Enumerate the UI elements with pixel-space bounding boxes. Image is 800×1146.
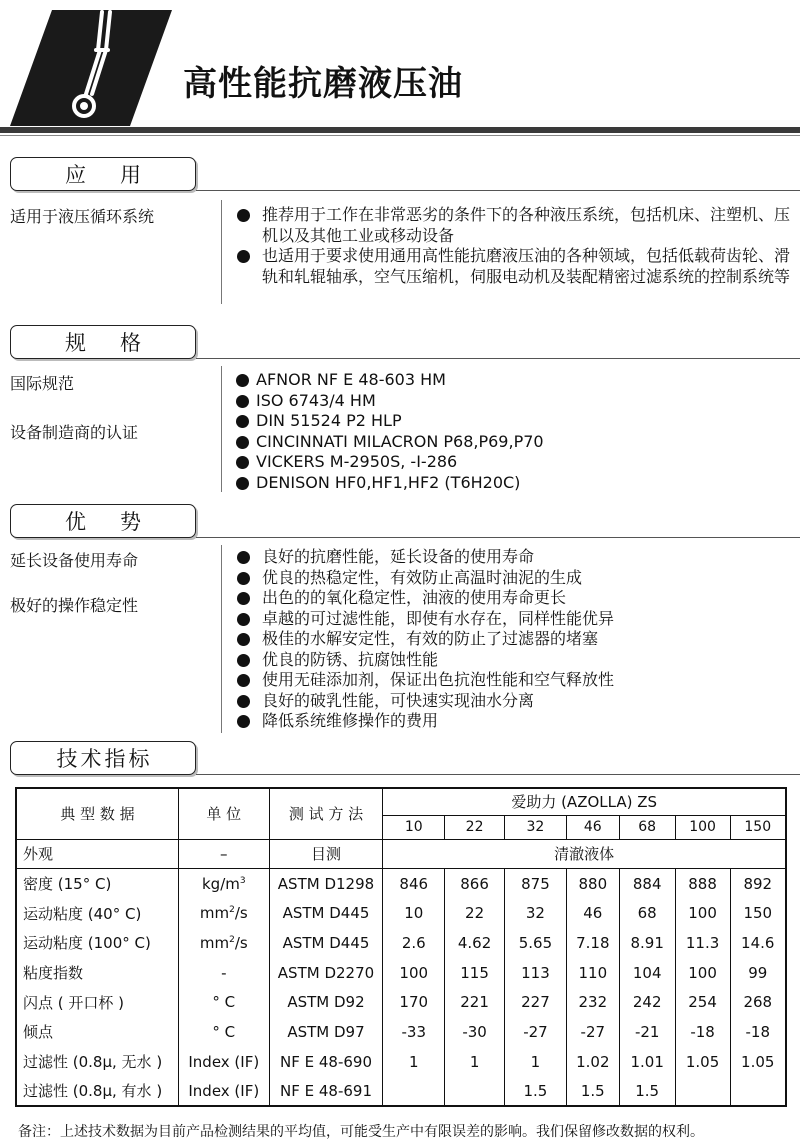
value-cell xyxy=(675,1077,730,1107)
unit-cell: ° C xyxy=(178,987,269,1017)
intl-spec-label: 国际规范 xyxy=(10,374,75,393)
value-cell: 892 xyxy=(730,869,786,899)
list-item: AFNOR NF E 48-603 HM xyxy=(235,370,791,391)
advantage-bullets xyxy=(235,547,791,732)
grade-header: 22 xyxy=(445,815,505,839)
section-divider xyxy=(196,358,800,359)
unit-cell: - xyxy=(178,958,269,988)
value-cell: 32 xyxy=(505,898,567,928)
unit-cell: – xyxy=(178,839,269,869)
value-cell: 100 xyxy=(675,958,730,988)
value-cell: 4.62 xyxy=(445,928,505,958)
list-item: 推荐用于工作在非常恶劣的条件下的各种液压系统，包括机床、注塑机、压机以及其他工业或移动设备 xyxy=(235,205,791,246)
grade-header: 150 xyxy=(730,815,786,839)
advantage-life-label: 延长设备使用寿命 xyxy=(10,551,139,570)
value-cell: 1.05 xyxy=(675,1047,730,1077)
footnote: 备注：上述技术数据为目前产品检测结果的平均值，可能受生产中有限误差的影响。我们保留修改数据的权利。 xyxy=(18,1124,704,1140)
value-cell xyxy=(383,1077,445,1107)
value-cell: 10 xyxy=(383,898,445,928)
unit-cell: $mm^2/s$ xyxy=(178,898,269,928)
value-cell: 1 xyxy=(383,1047,445,1077)
table-row xyxy=(16,1047,786,1077)
value-cell: 110 xyxy=(566,958,619,988)
oem-approval-label: 设备制造商的认证 xyxy=(10,423,139,442)
value-cell: 7.18 xyxy=(566,928,619,958)
unit-cell: ° C xyxy=(178,1017,269,1047)
table-row xyxy=(16,958,786,988)
value-cell: 1 xyxy=(505,1047,567,1077)
table-row xyxy=(16,869,786,899)
value-cell: 5.65 xyxy=(505,928,567,958)
column-divider xyxy=(221,545,222,733)
section-heading-advantages: 优势 xyxy=(10,504,196,538)
section-heading-application: 应用 xyxy=(10,157,196,191)
product-header: 爱助力 (AZOLLA) ZS xyxy=(383,788,786,815)
value-cell: 115 xyxy=(445,958,505,988)
list-item: 卓越的可过滤性能，即使有水存在，同样性能优异 xyxy=(235,609,791,630)
value-cell: 100 xyxy=(675,898,730,928)
section-divider xyxy=(196,774,800,775)
list-item: 出色的的氧化稳定性，油液的使用寿命更长 xyxy=(235,588,791,609)
value-cell: 11.3 xyxy=(675,928,730,958)
table-row xyxy=(16,1017,786,1047)
value-cell: 232 xyxy=(566,987,619,1017)
value-cell: -33 xyxy=(383,1017,445,1047)
method-cell: ASTM D2270 xyxy=(269,958,383,988)
value-cell: 170 xyxy=(383,987,445,1017)
value-cell: 1.5 xyxy=(619,1077,675,1107)
col-header-unit: 单 位 xyxy=(178,788,269,839)
value-cell: 1.01 xyxy=(619,1047,675,1077)
method-cell: ASTM D445 xyxy=(269,928,383,958)
value-cell: 254 xyxy=(675,987,730,1017)
method-cell: ASTM D97 xyxy=(269,1017,383,1047)
table-row xyxy=(16,839,786,869)
method-cell: ASTM D1298 xyxy=(269,869,383,899)
list-item: 优良的防锈、抗腐蚀性能 xyxy=(235,650,791,671)
list-item: ISO 6743/4 HM xyxy=(235,391,791,412)
property-name: 倾点 xyxy=(16,1017,178,1047)
application-bullets xyxy=(235,205,791,287)
page-title: 高性能抗磨液压油 xyxy=(183,64,463,104)
value-cell: -30 xyxy=(445,1017,505,1047)
list-item: 降低系统维修操作的费用 xyxy=(235,711,791,732)
grade-header: 68 xyxy=(619,815,675,839)
unit-cell: Index (IF) xyxy=(178,1047,269,1077)
value-cell: 875 xyxy=(505,869,567,899)
table-row xyxy=(16,898,786,928)
value-cell: 242 xyxy=(619,987,675,1017)
value-cell: 268 xyxy=(730,987,786,1017)
grade-header: 46 xyxy=(566,815,619,839)
method-cell: ASTM D92 xyxy=(269,987,383,1017)
value-cell xyxy=(445,1077,505,1107)
grade-header: 32 xyxy=(505,815,567,839)
list-item: 良好的破乳性能，可快速实现油水分离 xyxy=(235,691,791,712)
value-cell: 8.91 xyxy=(619,928,675,958)
value-cell: 99 xyxy=(730,958,786,988)
value-cell: -18 xyxy=(675,1017,730,1047)
list-item: DIN 51524 P2 HLP xyxy=(235,411,791,432)
property-name: 过滤性 (0.8μ, 无水 ) xyxy=(16,1047,178,1077)
column-divider xyxy=(221,366,222,492)
section-divider xyxy=(196,190,800,191)
value-cell: 866 xyxy=(445,869,505,899)
method-cell: NF E 48-690 xyxy=(269,1047,383,1077)
value-cell: -18 xyxy=(730,1017,786,1047)
value-cell: 100 xyxy=(383,958,445,988)
spec-bullets xyxy=(235,370,791,493)
property-name: 粘度指数 xyxy=(16,958,178,988)
table-row xyxy=(16,987,786,1017)
value-cell: -27 xyxy=(505,1017,567,1047)
value-cell: 888 xyxy=(675,869,730,899)
unit-cell: $mm^2/s$ xyxy=(178,928,269,958)
tech-data-table xyxy=(15,787,787,1107)
advantage-stability-label: 极好的操作稳定性 xyxy=(10,596,139,615)
value-cell: 150 xyxy=(730,898,786,928)
value-cell xyxy=(730,1077,786,1107)
section-heading-specs: 规格 xyxy=(10,325,196,359)
value-cell: 880 xyxy=(566,869,619,899)
value-cell: 846 xyxy=(383,869,445,899)
value-cell: 104 xyxy=(619,958,675,988)
table-row xyxy=(16,1077,786,1107)
hydraulic-cylinder-icon xyxy=(10,10,172,126)
column-divider xyxy=(221,200,222,304)
list-item: 也适用于要求使用通用高性能抗磨液压油的各种领域，包括低载荷齿轮、滑轨和轧辊轴承，空气压缩机，伺服电动机及装配精密过滤系统的控制系统等 xyxy=(235,246,791,287)
table-row xyxy=(16,928,786,958)
section-divider xyxy=(196,537,800,538)
property-name: 运动粘度 (100° C) xyxy=(16,928,178,958)
unit-cell: $kg/m^3$ xyxy=(178,869,269,899)
list-item: VICKERS M-2950S, -I-286 xyxy=(235,452,791,473)
col-header-method: 测 试 方 法 xyxy=(269,788,383,839)
value-cell: 1 xyxy=(445,1047,505,1077)
value-cell: 1.02 xyxy=(566,1047,619,1077)
col-header-property: 典 型 数 据 xyxy=(16,788,178,839)
property-name: 外观 xyxy=(16,839,178,869)
value-cell: 1.5 xyxy=(566,1077,619,1107)
list-item: DENISON HF0,HF1,HF2 (T6H20C) xyxy=(235,473,791,494)
list-item: CINCINNATI MILACRON P68,P69,P70 xyxy=(235,432,791,453)
list-item: 优良的热稳定性，有效防止高温时油泥的生成 xyxy=(235,568,791,589)
list-item: 极佳的水解安定性，有效的防止了过滤器的堵塞 xyxy=(235,629,791,650)
property-name: 闪点 ( 开口杯 ) xyxy=(16,987,178,1017)
value-cell: -27 xyxy=(566,1017,619,1047)
value-cell: 1.5 xyxy=(505,1077,567,1107)
unit-cell: Index (IF) xyxy=(178,1077,269,1107)
method-cell: ASTM D445 xyxy=(269,898,383,928)
value-cell: -21 xyxy=(619,1017,675,1047)
property-name: 过滤性 (0.8μ, 有水 ) xyxy=(16,1077,178,1107)
value-cell: 221 xyxy=(445,987,505,1017)
value-cell: 884 xyxy=(619,869,675,899)
section-heading-tech: 技术指标 xyxy=(10,741,196,775)
appearance-value: 清澈液体 xyxy=(383,839,786,869)
list-item: 使用无硅添加剂，保证出色抗泡性能和空气释放性 xyxy=(235,670,791,691)
value-cell: 2.6 xyxy=(383,928,445,958)
value-cell: 22 xyxy=(445,898,505,928)
value-cell: 14.6 xyxy=(730,928,786,958)
value-cell: 46 xyxy=(566,898,619,928)
header-rule-thin xyxy=(0,135,800,136)
grade-header: 100 xyxy=(675,815,730,839)
value-cell: 113 xyxy=(505,958,567,988)
method-cell: 目测 xyxy=(269,839,383,869)
header-rule xyxy=(0,127,800,133)
property-name: 密度 (15° C) xyxy=(16,869,178,899)
property-name: 运动粘度 (40° C) xyxy=(16,898,178,928)
value-cell: 227 xyxy=(505,987,567,1017)
grade-header: 10 xyxy=(383,815,445,839)
list-item: 良好的抗磨性能，延长设备的使用寿命 xyxy=(235,547,791,568)
method-cell: NF E 48-691 xyxy=(269,1077,383,1107)
value-cell: 68 xyxy=(619,898,675,928)
application-label: 适用于液压循环系统 xyxy=(10,207,155,226)
value-cell: 1.05 xyxy=(730,1047,786,1077)
